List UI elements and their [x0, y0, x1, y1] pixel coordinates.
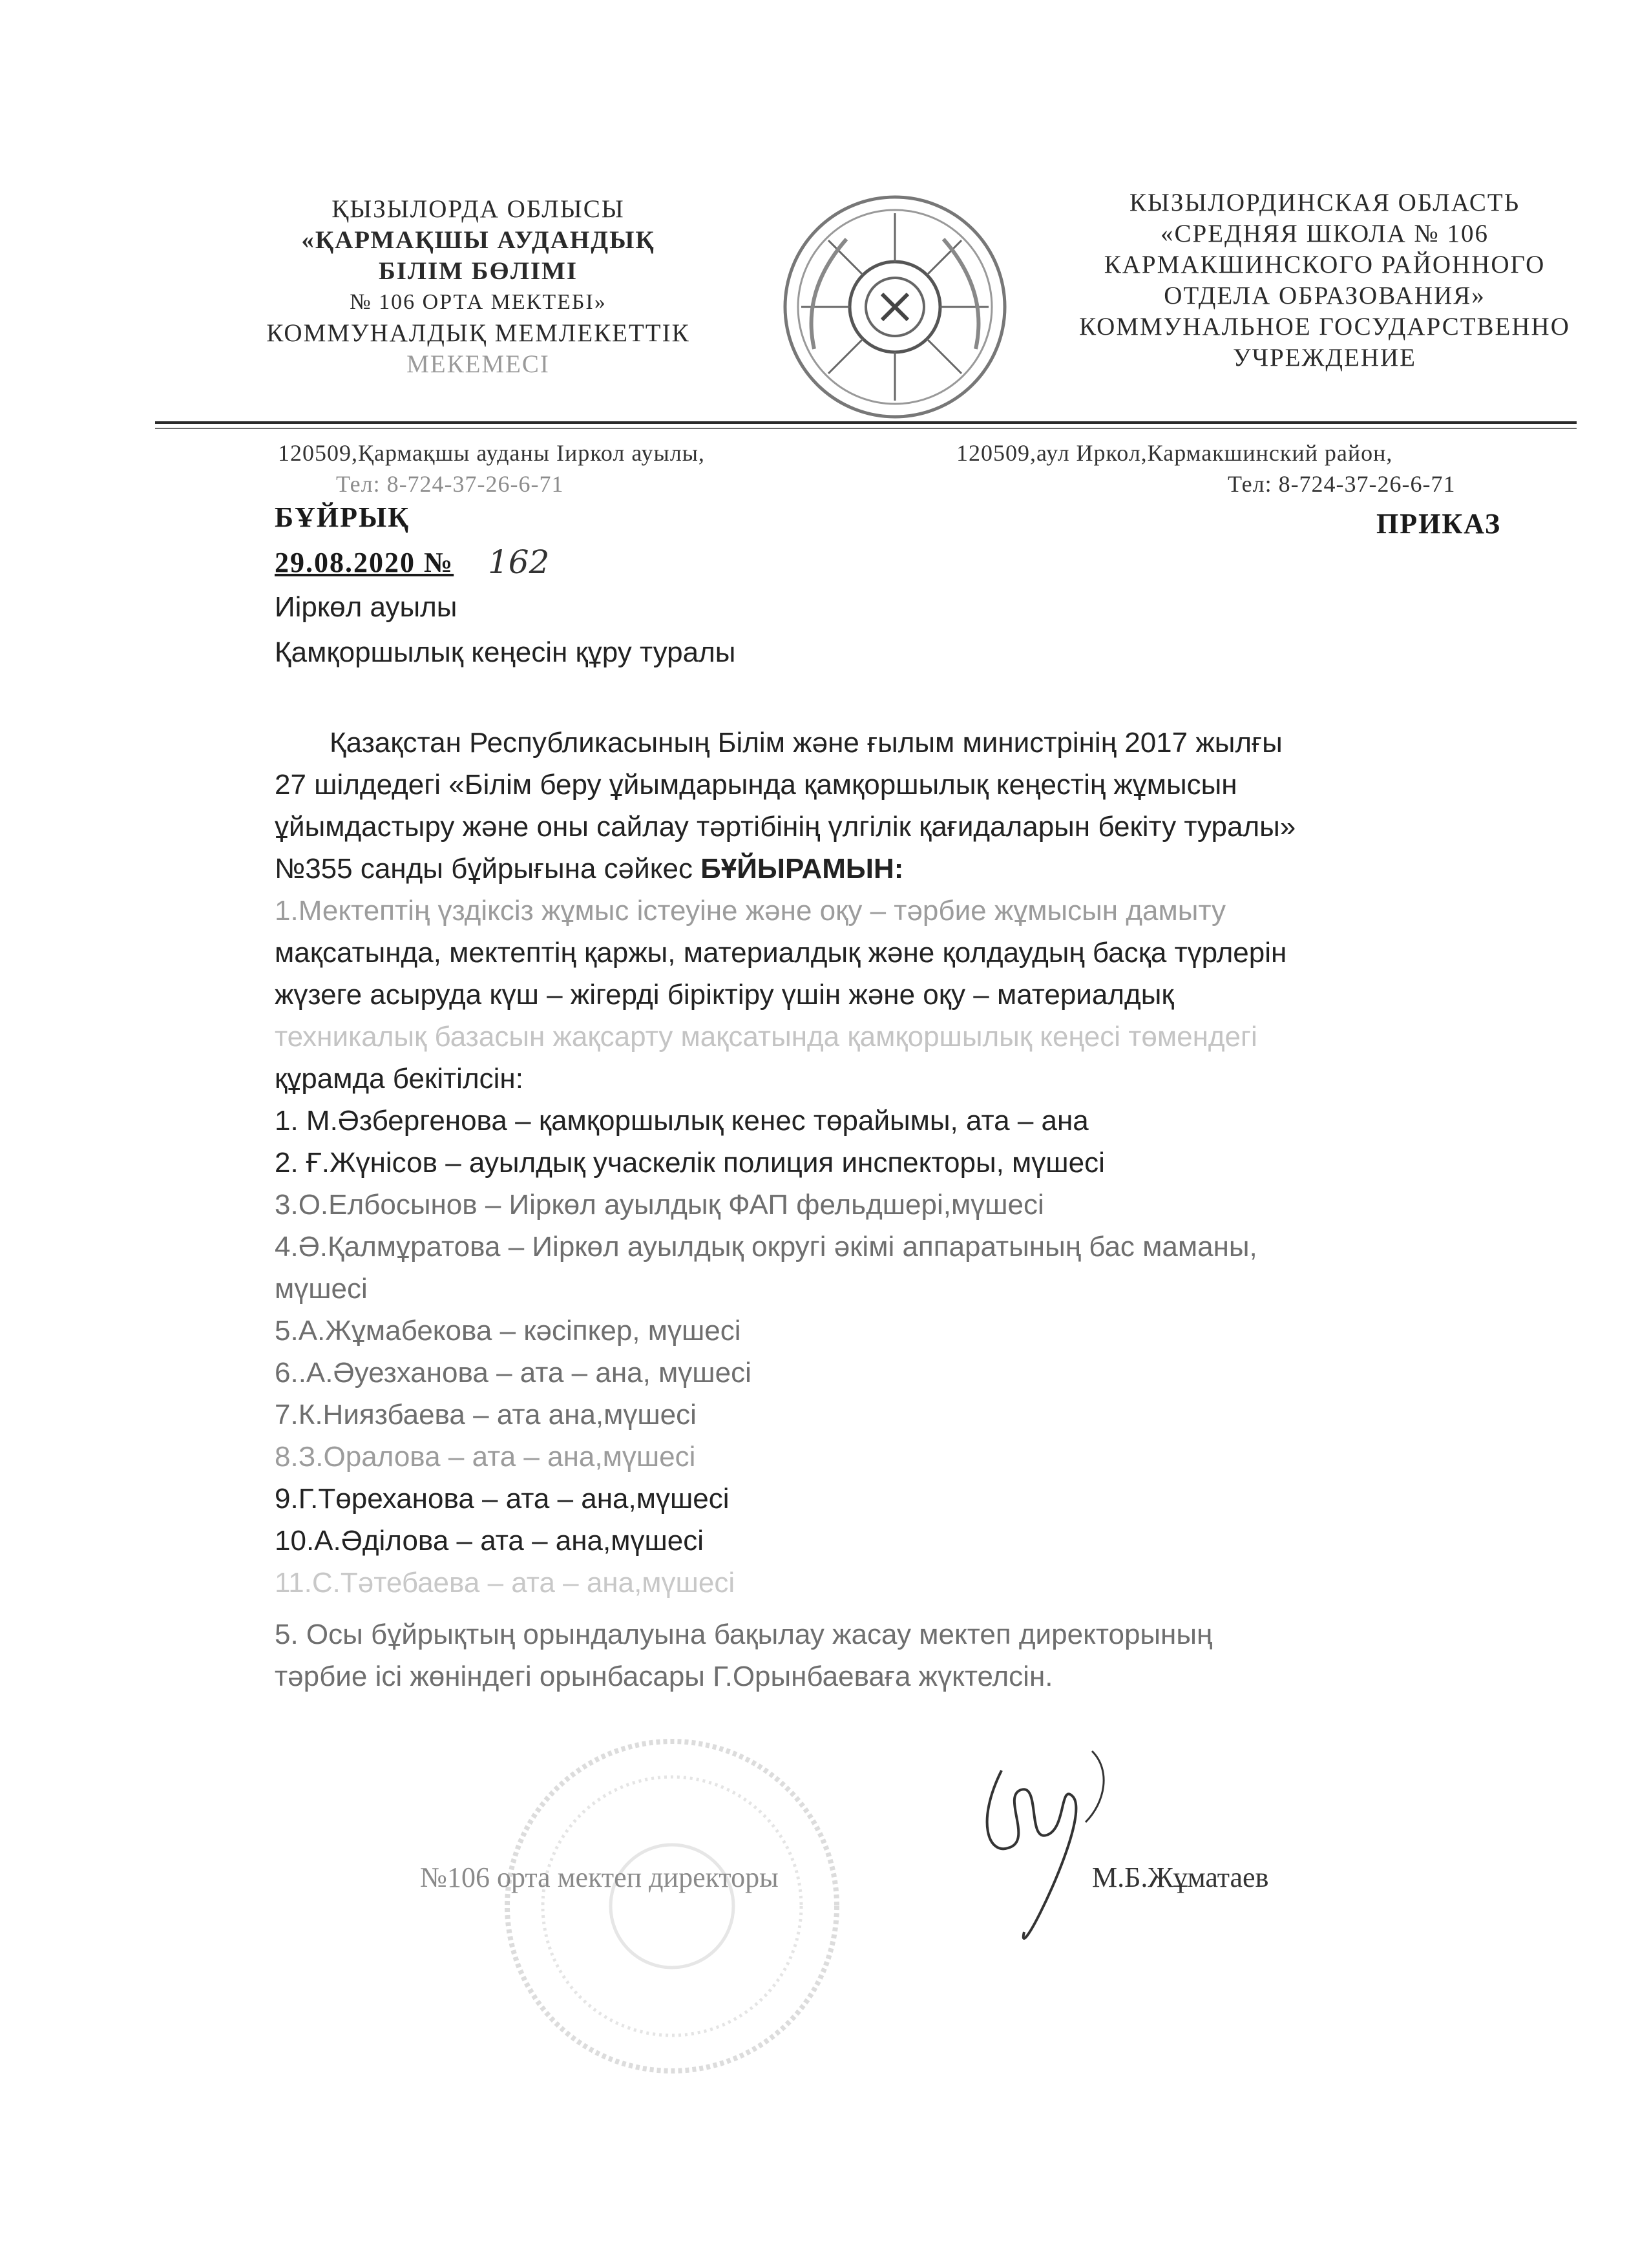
member-item: 11.С.Тәтебаева – ата – ана,мүшесі [275, 1567, 735, 1599]
order-date-number: 29.08.2020 № [275, 547, 454, 578]
header-left-line: «ҚАРМАҚШЫ АУДАНДЫҚ [301, 226, 655, 254]
header-right-line: КОММУНАЛЬНОЕ ГОСУДАРСТВЕННО [1079, 313, 1570, 341]
header-left-line: ҚЫЗЫЛОРДА ОБЛЫСЫ [331, 195, 625, 223]
header-right-line: «СРЕДНЯЯ ШКОЛА № 106 [1161, 220, 1489, 247]
paragraph1-line: 1.Мектептің үздіксіз жұмыс істеуіне және оқу – тәрбие жұмысын дамыту [275, 895, 1226, 927]
order-subject: Қамқоршылық кеңесін құру туралы [275, 636, 736, 668]
header-left-line: БІЛІМ БӨЛІМІ [378, 257, 578, 285]
member-item: 7.К.Ниязбаева – ата ана,мүшесі [275, 1399, 697, 1431]
address-left: 120509,Қармақшы ауданы Іиркол ауылы, [278, 440, 705, 466]
preamble-line: Қазақстан Республикасының Білім және ғылым министрінің 2017 жылғы [330, 727, 1283, 759]
header-right-line: КАРМАКШИНСКОГО РАЙОННОГО [1104, 251, 1546, 278]
phone-right: Тел: 8-724-37-26-6-71 [1228, 471, 1456, 497]
paragraph1-line: жүзеге асыруда күш – жігерді біріктіру үшін және оқу – материалдық [275, 979, 1174, 1011]
member-item: 9.Г.Төреханова – ата – ана,мүшесі [275, 1483, 730, 1515]
header-right-line: КЫЗЫЛОРДИНСКАЯ ОБЛАСТЬ [1129, 189, 1520, 216]
signatory-position: №106 орта мектеп директоры [420, 1862, 779, 1893]
order-place: Иіркөл ауылы [275, 591, 457, 623]
phone-left: Тел: 8-724-37-26-6-71 [336, 471, 564, 497]
paragraph1-line: мақсатында, мектептің қаржы, материалдық және қолдаудың басқа түрлерін [275, 937, 1287, 969]
header-divider-thin [155, 428, 1577, 429]
signature-icon [963, 1745, 1137, 1951]
paragraph5-line: 5. Осы бұйрықтың орындалуына бақылау жасау мектеп директорының [275, 1619, 1213, 1650]
header-left-line: КОММУНАЛДЫҚ МЕМЛЕКЕТТІК [266, 319, 690, 347]
signatory-name: М.Б.Жұматаев [1092, 1862, 1269, 1893]
handwritten-number-text: 162 [488, 543, 550, 581]
member-item: 5.А.Жұмабекова – кәсіпкер, мүшесі [275, 1315, 741, 1347]
member-item: 2. Ғ.Жүнісов – ауылдық учаскелік полиция инспекторы, мүшесі [275, 1147, 1105, 1179]
member-item: 3.О.Елбосынов – Иіркөл ауылдық ФАП фельдшері,мүшесі [275, 1189, 1044, 1221]
header-right-line: ОТДЕЛА ОБРАЗОВАНИЯ» [1164, 282, 1486, 310]
round-stamp-icon [498, 1732, 846, 2081]
member-item: 4.Ә.Қалмұратова – Иіркөл ауылдық округі әкімі аппаратының бас маманы, [275, 1231, 1257, 1263]
address-right: 120509,аул Иркол,Кармакшинский район, [956, 440, 1393, 466]
preamble-line: ұйымдастыру және оны сайлау тәртібінің үлгілік қағидаларын бекіту туралы» [275, 811, 1296, 843]
member-item: 6..А.Әуезханова – ата – ана, мүшесі [275, 1357, 751, 1389]
header-left-line: МЕКЕМЕСІ [406, 350, 550, 378]
member-item: 8.З.Оралова – ата – ана,мүшесі [275, 1441, 696, 1473]
header-right [1066, 187, 1583, 373]
member-item: мүшесі [275, 1273, 368, 1305]
header-divider [155, 421, 1577, 424]
member-item: 1. М.Әзбергенова – қамқоршылық кенес төрайымы, ата – ана [275, 1105, 1089, 1137]
paragraph1-line: техникалық базасын жақсарту мақсатында қамқоршылық кеңесі төмендегі [275, 1021, 1257, 1053]
paragraph5-line: тәрбие ісі жөніндегі орынбасары Г.Орынбаеваға жүктелсін. [275, 1661, 1053, 1692]
member-item: 10.А.Әділова – ата – ана,мүшесі [275, 1525, 704, 1557]
header-left [194, 194, 762, 380]
paragraph1-line: құрамда бекітілсін: [275, 1063, 523, 1095]
header-right-line: УЧРЕЖДЕНИЕ [1233, 344, 1416, 372]
order-word: БҰЙЫРАМЫН: [700, 853, 904, 885]
preamble-line: 27 шілдедегі «Білім беру ұйымдарында қамқоршылық кеңестің жұмысын [275, 769, 1237, 801]
preamble-last [275, 850, 903, 888]
order-title-kz: БҰЙРЫҚ [275, 501, 410, 533]
state-emblem-icon [775, 187, 1014, 426]
handwritten-order-number [485, 540, 562, 585]
preamble-line: №355 санды бұйрығына сәйкес [275, 853, 701, 885]
order-title-ru: ПРИКАЗ [1376, 508, 1502, 540]
header-left-line: № 106 ОРТА МЕКТЕБІ» [350, 290, 607, 314]
